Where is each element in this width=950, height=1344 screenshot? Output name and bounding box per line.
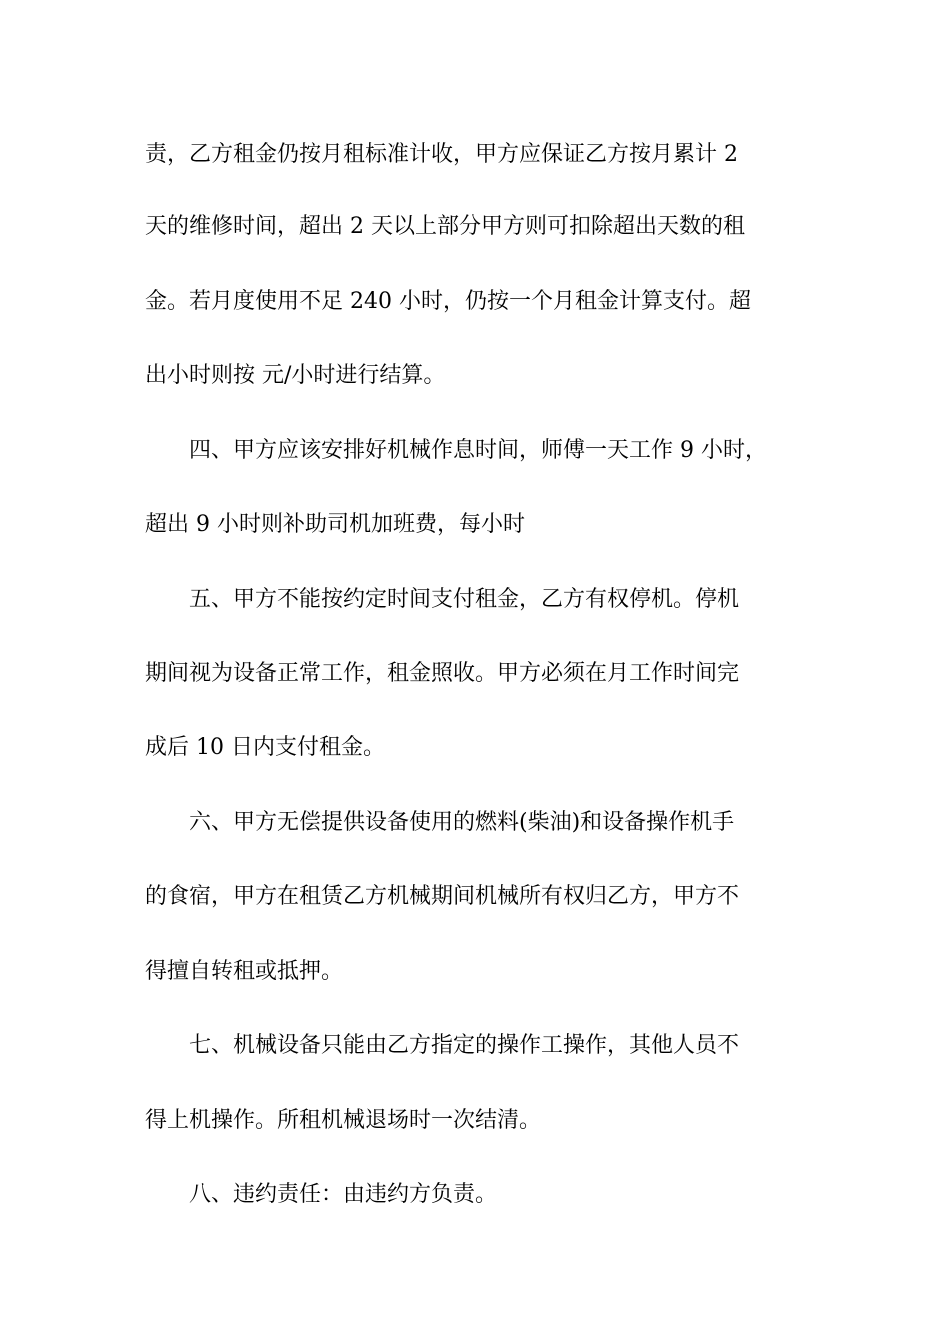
text-line: 超出 9 小时则补助司机加班费，每小时	[145, 512, 525, 537]
text-line: 金。若月度使用不足 240 小时，仍按一个月租金计算支付。超	[145, 289, 751, 314]
text-line: 期间视为设备正常工作，租金照收。甲方必须在月工作时间完	[145, 661, 740, 686]
text-line: 出小时则按 元/小时进行结算。	[145, 363, 446, 388]
text-line: 八、违约责任：由违约方负责。	[145, 1182, 498, 1207]
text-line: 天的维修时间，超出 2 天以上部分甲方则可扣除超出天数的租	[145, 214, 745, 239]
text-line: 得上机操作。所租机械退场时一次结清。	[145, 1108, 542, 1133]
text-line: 七、机械设备只能由乙方指定的操作工操作，其他人员不	[145, 1033, 740, 1058]
text-line: 得擅自转租或抵押。	[145, 959, 344, 984]
text-line: 的食宿，甲方在租赁乙方机械期间机械所有权归乙方，甲方不	[145, 884, 740, 909]
text-line: 四、甲方应该安排好机械作息时间，师傅一天工作 9 小时，	[145, 438, 767, 463]
text-line: 成后 10 日内支付租金。	[145, 735, 385, 760]
text-line: 五、甲方不能按约定时间支付租金，乙方有权停机。停机	[145, 587, 740, 612]
text-line: 责，乙方租金仍按月租标准计收，甲方应保证乙方按月累计 2	[145, 142, 738, 167]
text-line: 六、甲方无偿提供设备使用的燃料(柴油)和设备操作机手	[145, 810, 735, 835]
